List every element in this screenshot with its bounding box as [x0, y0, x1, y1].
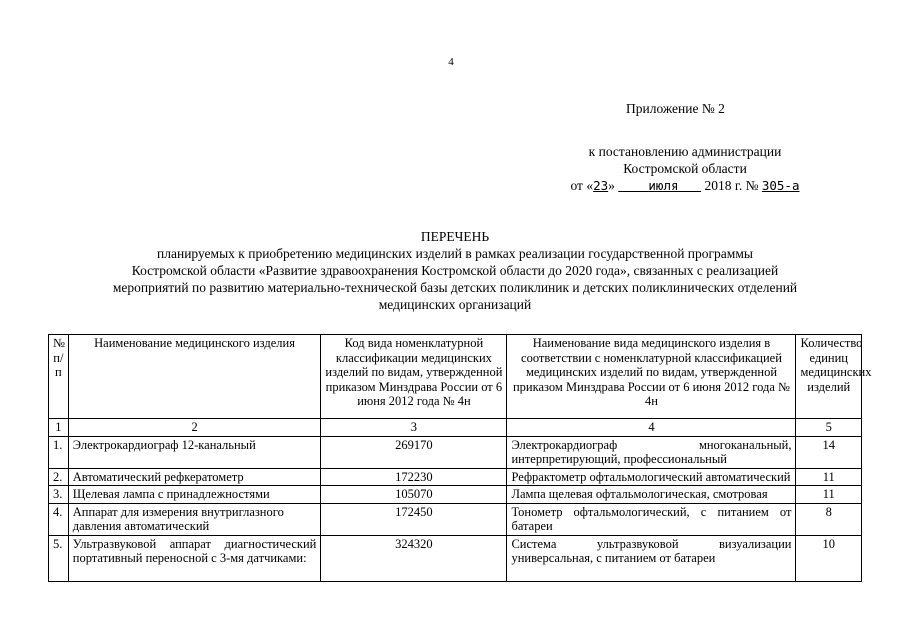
- device-type: Система ультразвуковой визуализации универсальная, с питанием от батареи: [507, 535, 796, 581]
- classification-code: 172230: [321, 468, 507, 486]
- table-row: [49, 535, 862, 581]
- device-name: Щелевая лампа с принадлежностями: [68, 486, 321, 504]
- device-name: Электрокардиограф 12-канальный: [68, 436, 321, 468]
- table-header-row: [49, 335, 862, 419]
- date-prefix: от «: [570, 178, 594, 193]
- table-row: [49, 468, 862, 486]
- device-name: Ультразвуковой аппарат диагностический портативный переносной с 3-мя датчиками:: [68, 535, 321, 581]
- date-mid: »: [608, 178, 615, 193]
- quantity: 8: [796, 503, 862, 535]
- quantity: 11: [796, 486, 862, 504]
- title-line-3: мероприятий по развитию материально-технической базы детских поликлиник и детских поликлинических отделений: [112, 280, 798, 295]
- classification-code: 269170: [321, 436, 507, 468]
- date-year: 2018 г. №: [704, 178, 759, 193]
- title-line-1: планируемых к приобретению медицинских изделий в рамках реализации государственной программы: [157, 246, 753, 261]
- column-number-row: [49, 419, 862, 437]
- title-heading: ПЕРЕЧЕНЬ: [420, 229, 490, 244]
- title-line-4: медицинских организаций: [378, 297, 532, 312]
- table-row: [49, 486, 862, 504]
- row-number: 2.: [49, 468, 69, 486]
- date-day: 23: [593, 178, 609, 193]
- decree-reference: [510, 143, 860, 194]
- header-number: № п/п: [49, 335, 69, 419]
- device-type: Рефрактометр офтальмологический автоматический: [507, 468, 796, 486]
- appendix-label: Приложение № 2: [626, 101, 725, 116]
- column-number: 2: [68, 419, 321, 437]
- header-quantity: Количество единиц медицинских изделий: [796, 335, 862, 419]
- header-device-name: Наименование медицинского изделия: [68, 335, 321, 419]
- decree-date-line: [510, 177, 860, 194]
- row-number: 4.: [49, 503, 69, 535]
- device-name: Аппарат для измерения внутриглазного давления автоматический: [68, 503, 321, 535]
- column-number: 4: [507, 419, 796, 437]
- quantity: 10: [796, 535, 862, 581]
- quantity: 14: [796, 436, 862, 468]
- header-classification-code: Код вида номенклатурной классификации медицинских изделий по видам, утвержденной приказом Минздрава России от 6 июня 2012 года № 4н: [321, 335, 507, 419]
- row-number: 5.: [49, 535, 69, 581]
- classification-code: 172450: [321, 503, 507, 535]
- quantity: 11: [796, 468, 862, 486]
- decree-line-2: Костромской области: [623, 161, 747, 176]
- table-row: [49, 436, 862, 468]
- column-number: 1: [49, 419, 69, 437]
- page-number: 4: [448, 56, 454, 68]
- device-name: Автоматический рефкератометр: [68, 468, 321, 486]
- device-type: Лампа щелевая офтальмологическая, смотровая: [507, 486, 796, 504]
- date-month: июля: [648, 178, 679, 193]
- medical-devices-table: [48, 334, 872, 582]
- title-line-2: Костромской области «Развитие здравоохранения Костромской области до 2020 года», связанных с реализацией: [131, 263, 779, 278]
- row-number: 3.: [49, 486, 69, 504]
- device-type: Тонометр офтальмологический, с питанием от батареи: [507, 503, 796, 535]
- row-number: 1.: [49, 436, 69, 468]
- column-number: 5: [796, 419, 862, 437]
- table-row: [49, 503, 862, 535]
- decree-line-1: к постановлению администрации: [588, 144, 782, 159]
- header-device-type: Наименование вида медицинского изделия в соответствии с номенклатурной классификацией медицинских изделий по видам, утвержденной приказом Минздрава России от 6 июня 2012 года № 4н: [507, 335, 796, 419]
- column-number: 3: [321, 419, 507, 437]
- decree-number: 305-а: [761, 178, 800, 193]
- classification-code: 105070: [321, 486, 507, 504]
- classification-code: 324320: [321, 535, 507, 581]
- document-title: [60, 228, 850, 313]
- device-type: Электрокардиограф многоканальный, интерпретирующий, профессиональный: [507, 436, 796, 468]
